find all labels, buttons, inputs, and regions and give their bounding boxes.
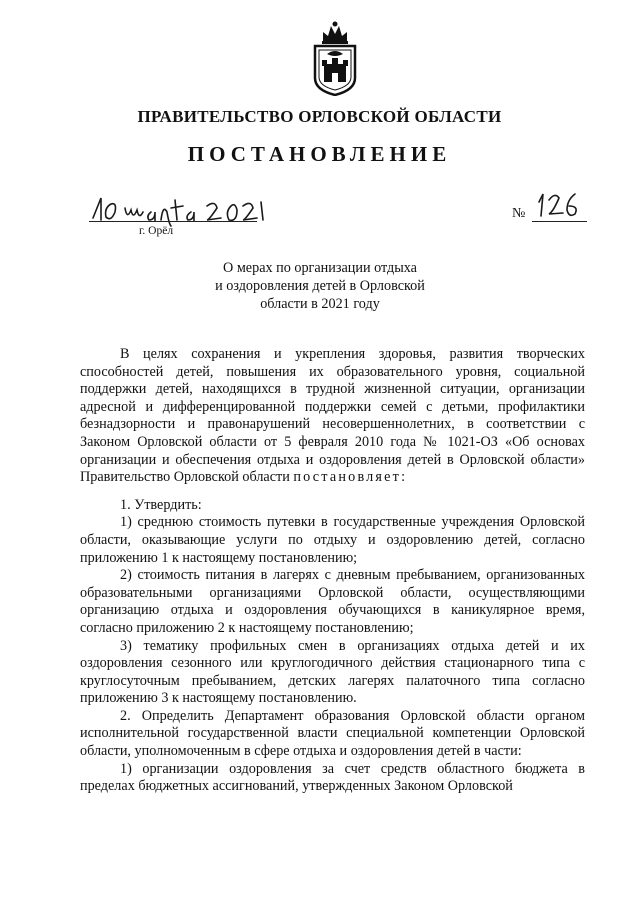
- handwritten-number: [533, 190, 583, 220]
- handwritten-date: [89, 190, 269, 228]
- coat-of-arms-emblem: [311, 20, 359, 96]
- subject-line: области в 2021 году: [260, 296, 380, 312]
- item-1-2: 2) стоимость питания в лагерях с дневным пребыванием, организованных образовательными организациями Орловской области, осуществляющими организацию отдыха и оздоровления обучающихся в каникулярное время, согласно приложению 2 к настоящему постановлению;: [80, 567, 585, 636]
- item-1-1: 1) среднюю стоимость путевки в государственные учреждения Орловской области, оказывающие услуги по отдыху и оздоровлению детей, согласно приложению 1 к настоящему постановлению;: [80, 514, 585, 566]
- government-name: ПРАВИТЕЛЬСТВО ОРЛОВСКОЙ ОБЛАСТИ: [137, 107, 502, 126]
- item-2: 2. Определить Департамент образования Орловской области органом исполнительной государственной власти специальной компетенции Орловской области, уполномоченным в сфере отдыха и оздоровления детей в части:: [80, 707, 585, 760]
- item-1: 1. Утвердить:: [120, 496, 202, 513]
- preamble-text: В целях сохранения и укрепления здоровья, развития творческих способностей детей, повышения их образовательного уровня, социальной поддержки детей, находящихся в трудной жизненной ситуации, организации адресной и дифференцированной поддержки семей с детьми, профилактики безнадзорности и правонарушений несовершеннолетних, в соответствии с Законом Орловской области от 5 февраля 2010 года № 1021-ОЗ «Об основах организации и обеспечения отдыха и оздоровления детей в Орловской области» Правительство Орловской области: [80, 346, 585, 486]
- decree-word: постановляет: [293, 469, 402, 486]
- number-underline: [532, 221, 587, 222]
- city-label: г. Орёл: [139, 225, 174, 237]
- document-subject: [180, 259, 460, 313]
- document-type-title: ПОСТАНОВЛЕНИЕ: [187, 142, 452, 166]
- decree-colon: :: [401, 469, 406, 486]
- document-body: [80, 346, 585, 796]
- item-1-3: 3) тематику профильных смен в организациях отдыха детей и их оздоровления сезонного или круглогодичного действия стационарного типа с круглосуточным пребыванием, детских лагерях палаточного типа согласно приложению 3 к настоящему постановлению.: [80, 637, 585, 707]
- subject-line: О мерах по организации отдыха: [223, 260, 417, 276]
- subject-line: и оздоровления детей в Орловской: [215, 278, 425, 294]
- date-underline: [89, 221, 257, 222]
- item-2-1: 1) организации оздоровления за счет средств областного бюджета в пределах бюджетных ассигнований, утвержденных Законом Орловской: [80, 760, 585, 795]
- preamble-paragraph: [80, 346, 585, 487]
- number-label: №: [512, 206, 526, 221]
